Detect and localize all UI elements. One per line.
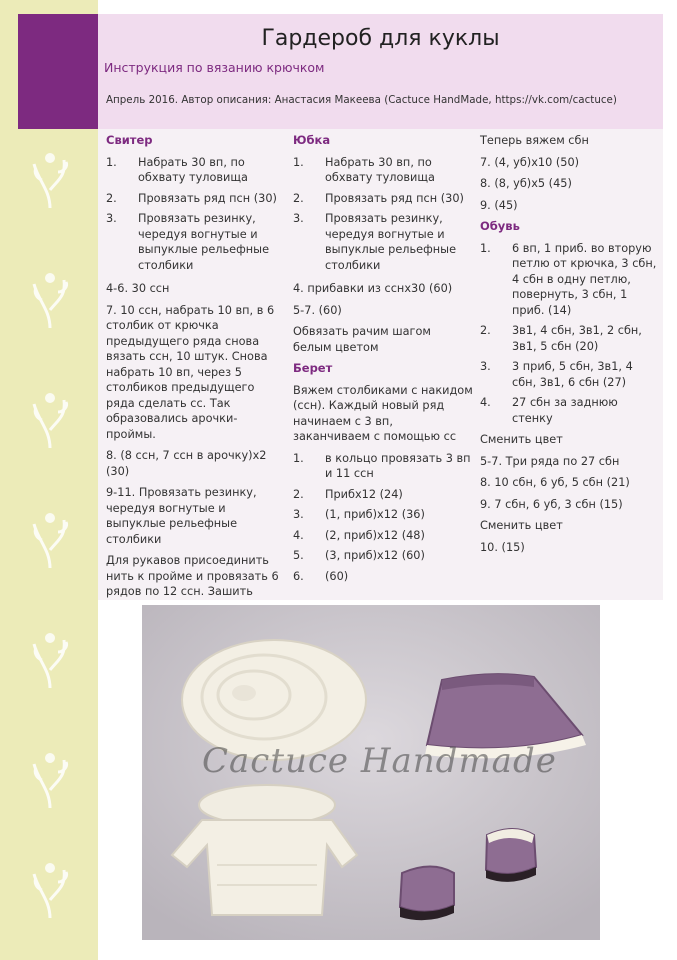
beret-heading: Берет bbox=[293, 361, 333, 375]
beret-step: 9. (45) bbox=[480, 198, 518, 212]
floral-ornament-icon bbox=[30, 390, 70, 450]
skirt-section bbox=[293, 133, 473, 589]
floral-ornament-icon bbox=[30, 860, 70, 920]
skirt-step: Обвязать рачим шагом белым цветом bbox=[293, 325, 431, 354]
list-item: 1. в кольцо провязать 3 вп и 11 ссн bbox=[293, 451, 471, 480]
list-item: 2. 3в1, 4 сбн, 3в1, 2 сбн, 3в1, 5 сбн (20) bbox=[480, 324, 642, 353]
sweater-step: 8. (8 ссн, 7 ссн в арочку)х2 (30) bbox=[106, 449, 267, 478]
sweater-step: 4-6. 30 ссн bbox=[106, 282, 170, 295]
shoes-step: 9. 7 сбн, 6 уб, 3 сбн (15) bbox=[480, 497, 623, 511]
skirt-step: 5-7. (60) bbox=[293, 303, 342, 317]
shoes-section bbox=[480, 133, 660, 561]
list-item: 1. 6 вп, 1 приб. во вторую петлю от крючка, 3 сбн, 4 сбн в одну петлю, повернуть, 3 сбн, 1 приб. (14) bbox=[480, 241, 657, 317]
list-item: 4. (2, приб)х12 (48) bbox=[293, 528, 425, 542]
list-item: 2. Провязать ряд псн (30) bbox=[293, 191, 464, 205]
shoes-heading: Обувь bbox=[480, 219, 520, 233]
list-item: 3. Провязать резинку, чередуя вогнутые и выпуклые рельефные столбики bbox=[293, 212, 457, 272]
author-line: Апрель 2016. Автор описания: Анастасия Макеева (Cactuce HandMade, https://vk.com/cactuce) bbox=[106, 94, 617, 106]
sweater-step: 7. 10 ссн, набрать 10 вп, в 6 столбик от крючка предыдущего ряда снова вязать ссн, 10 штук. Снова набрать 10 вп, через 5 столбиков предыдущего ряда сделать сс. Так образовались арочки-проймы. bbox=[106, 303, 275, 441]
floral-ornament-icon bbox=[30, 150, 70, 210]
page-header bbox=[98, 14, 663, 129]
decorative-side-strip bbox=[0, 0, 98, 960]
list-item: 1. Набрать 30 вп, по обхвату туловища bbox=[106, 155, 248, 184]
beret-step: 7. (4, уб)х10 (50) bbox=[480, 155, 580, 169]
beret-intro: Вяжем столбиками с накидом (ссн). Каждый новый ряд начинаем с 3 вп, заканчиваем с помощью сс bbox=[293, 383, 473, 443]
sweater-heading: Свитер bbox=[106, 133, 153, 147]
crochet-photo bbox=[142, 605, 600, 940]
header-accent-block bbox=[18, 14, 98, 129]
beret-step: Теперь вяжем сбн bbox=[480, 134, 589, 147]
page-title: Гардероб для куклы bbox=[261, 26, 500, 51]
sweater-step: 9-11. Провязать резинку, чередуя вогнутые и выпуклые рельефные столбики bbox=[106, 486, 257, 546]
list-item: 6. (60) bbox=[293, 569, 349, 583]
shoes-step: Сменить цвет bbox=[480, 433, 563, 446]
watermark: Cactuce Handmade bbox=[202, 741, 557, 781]
list-item: 2. Прибх12 (24) bbox=[293, 487, 403, 501]
list-item: 4. 27 сбн за заднюю стенку bbox=[480, 396, 618, 425]
floral-ornament-icon bbox=[30, 510, 70, 570]
sweater-section bbox=[106, 133, 284, 637]
shoes-step: Сменить цвет bbox=[480, 519, 563, 532]
floral-ornament-icon bbox=[30, 750, 70, 810]
list-item: 5. (3, приб)х12 (60) bbox=[293, 549, 425, 562]
skirt-step: 4. прибавки из сснх30 (60) bbox=[293, 282, 453, 295]
shoes-step: 5-7. Три ряда по 27 сбн bbox=[480, 454, 620, 468]
sweater-sleeves-note: Для рукавов присоединить нить к пройме и провязать 6 рядов по 12 ссн. Зашить bbox=[106, 554, 279, 598]
shoes-step: 8. 10 сбн, 6 уб, 5 сбн (21) bbox=[480, 476, 630, 489]
shoes-step: 10. (15) bbox=[480, 540, 525, 554]
list-item: 3. Провязать резинку, чередуя вогнутые и выпуклые рельефные столбики bbox=[106, 212, 270, 272]
list-item: 1. Набрать 30 вп, по обхвату туловища bbox=[293, 155, 435, 184]
page-subtitle: Инструкция по вязанию крючком bbox=[104, 60, 325, 75]
list-item: 2. Провязать ряд псн (30) bbox=[106, 191, 277, 205]
list-item: 3. (1, приб)х12 (36) bbox=[293, 508, 425, 521]
floral-ornament-icon bbox=[30, 270, 70, 330]
skirt-heading: Юбка bbox=[293, 133, 331, 147]
beret-step: 8. (8, уб)х5 (45) bbox=[480, 177, 572, 190]
floral-ornament-icon bbox=[30, 630, 70, 690]
list-item: 3. 3 приб, 5 сбн, 3в1, 4 сбн, 3в1, 6 сбн (27) bbox=[480, 360, 633, 389]
